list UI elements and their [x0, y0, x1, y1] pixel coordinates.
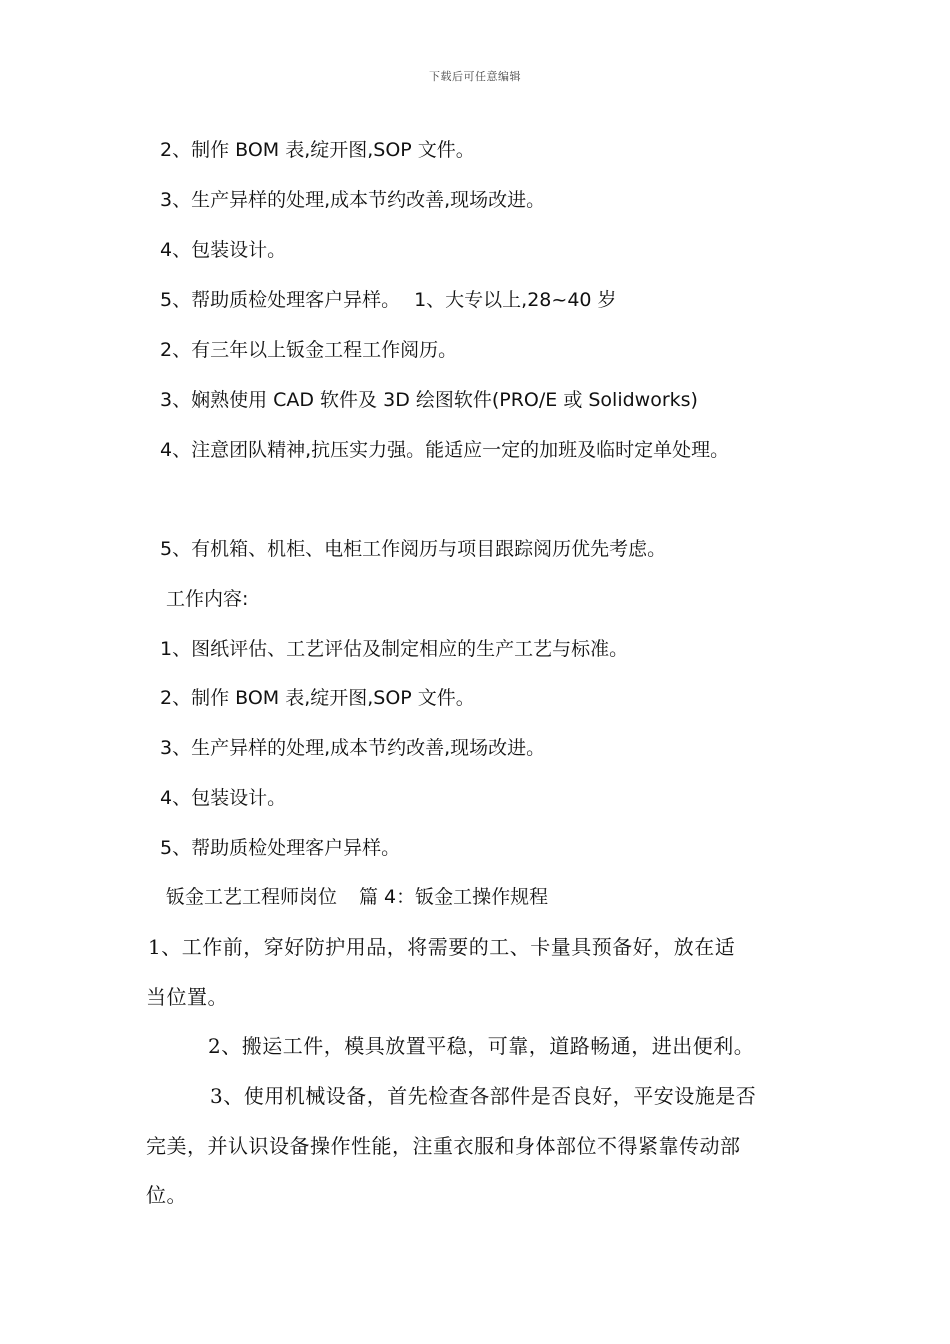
section-title-right: 篇 4：钣金工操作规程 [359, 886, 549, 908]
list-item: 4、包装设计。 [160, 239, 287, 261]
list-item [160, 288, 617, 312]
list-item: 1、图纸评估、工艺评估及制定相应的生产工艺与标准。 [160, 638, 629, 660]
list-item-text: 1、大专以上,28~40 岁 [414, 289, 617, 311]
paragraph-line: 1、工作前，穿好防护用品，将需要的工、卡量具预备好，放在适 [148, 935, 736, 959]
list-item: 2、制作 BOM 表,绽开图,SOP 文件。 [160, 139, 475, 161]
list-item: 2、制作 BOM 表,绽开图,SOP 文件。 [160, 687, 475, 709]
list-item: 2、有三年以上钣金工程工作阅历。 [160, 339, 458, 361]
paragraph-line: 当位置。 [146, 985, 228, 1009]
paragraph-line: 完美，并认识设备操作性能，注重衣服和身体部位不得紧靠传动部 [146, 1134, 741, 1158]
paragraph-line: 位。 [146, 1183, 187, 1207]
list-item: 3、娴熟使用 CAD 软件及 3D 绘图软件(PRO/E 或 Solidworks) [160, 389, 698, 411]
list-item: 4、包装设计。 [160, 787, 287, 809]
list-item: 3、生产异样的处理,成本节约改善,现场改进。 [160, 189, 546, 211]
paragraph-line: 3、使用机械设备，首先检查各部件是否良好，平安设施是否 [210, 1084, 757, 1108]
list-item: 4、注意团队精神,抗压实力强。能适应一定的加班及临时定单处理。 [160, 439, 730, 461]
section-title-left: 钣金工艺工程师岗位 [166, 886, 338, 908]
paragraph-line: 2、搬运工件，模具放置平稳，可靠，道路畅通，进出便利。 [208, 1034, 755, 1058]
list-item: 5、帮助质检处理客户异样。 [160, 837, 401, 859]
list-item: 5、有机箱、机柜、电柜工作阅历与项目跟踪阅历优先考虑。 [160, 538, 667, 560]
list-item-text: 5、帮助质检处理客户异样。 [160, 289, 401, 311]
section-title [166, 885, 548, 909]
section-heading: 工作内容: [166, 588, 249, 610]
list-item: 3、生产异样的处理,成本节约改善,现场改进。 [160, 737, 546, 759]
page-header: 下载后可任意编辑 [429, 70, 521, 83]
